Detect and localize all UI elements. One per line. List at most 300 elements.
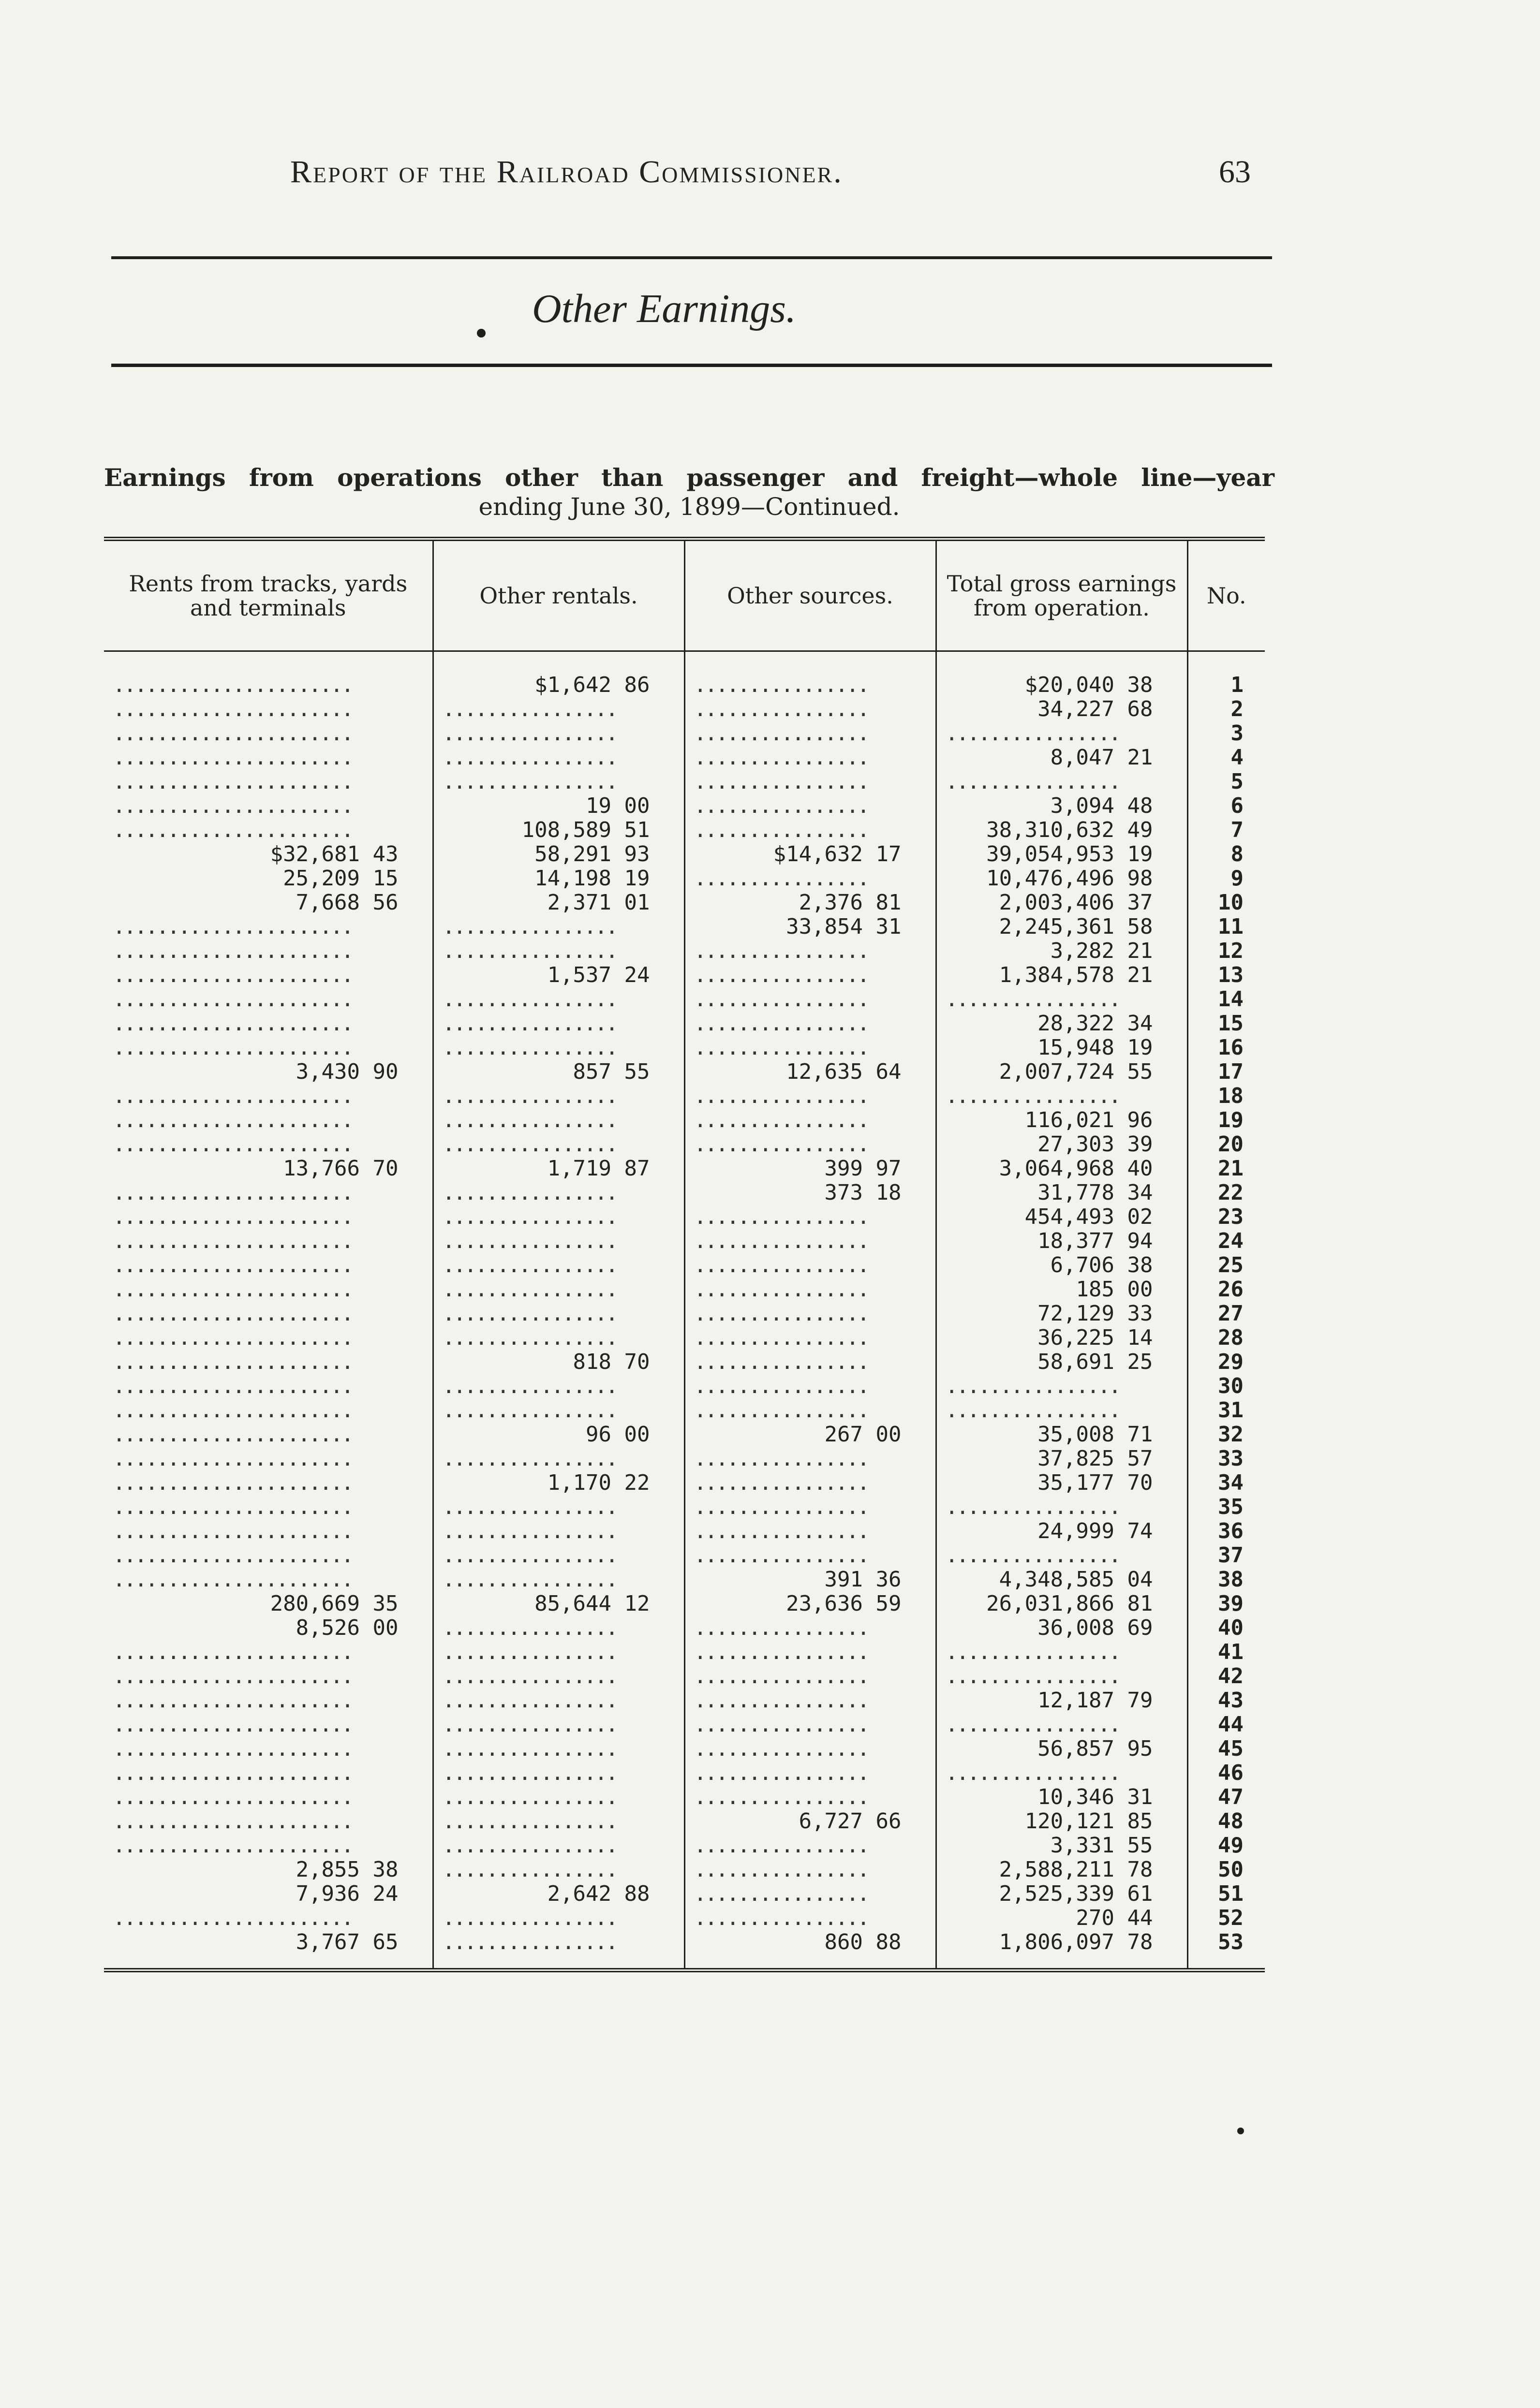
table-row — [104, 1689, 1265, 1713]
page-number: 63 — [1219, 154, 1251, 190]
table-body — [104, 651, 1265, 1970]
table-row — [104, 1036, 1265, 1060]
row-number: 21 — [1187, 1157, 1265, 1181]
section-title: Other Earnings. — [532, 286, 796, 331]
dot-leader: ................ — [684, 770, 936, 794]
dot-leader: ...................... — [113, 1084, 352, 1108]
rents-cell: 7,668 56 — [296, 891, 399, 915]
total-earnings-cell: 18,377 94 — [936, 1229, 1187, 1253]
dot-leader: ................ — [433, 1277, 684, 1302]
rents-cell: $32,681 43 — [270, 842, 399, 866]
dot-leader: ................ — [433, 721, 684, 746]
other-rentals-cell: 1,719 87 — [433, 1157, 684, 1181]
row-number: 22 — [1187, 1181, 1265, 1205]
caption-line-1: Earnings from operations other than passenger and freight—whole line—year — [104, 463, 1274, 492]
rents-cell: 2,855 38 — [296, 1858, 399, 1882]
total-earnings-cell: 56,857 95 — [936, 1737, 1187, 1761]
row-number: 43 — [1187, 1689, 1265, 1713]
dot-leader: ...................... — [113, 915, 352, 939]
dot-leader: ................ — [936, 1374, 1187, 1398]
header-rule — [111, 256, 1272, 259]
dot-leader: ................ — [936, 1398, 1187, 1423]
table-row — [104, 1906, 1265, 1930]
dot-leader: ................ — [936, 770, 1187, 794]
table-row — [104, 818, 1265, 842]
dot-leader: ................ — [433, 1737, 684, 1761]
dot-leader: ................ — [433, 1519, 684, 1543]
total-earnings-cell: 27,303 39 — [936, 1132, 1187, 1157]
dot-leader: ................ — [433, 1664, 684, 1689]
dot-leader: ................ — [936, 1495, 1187, 1519]
dot-leader: ................ — [433, 697, 684, 721]
dot-leader: ...................... — [113, 1302, 352, 1326]
dot-leader: ................ — [433, 1616, 684, 1640]
table-row — [104, 1519, 1265, 1543]
total-earnings-cell: 36,225 14 — [936, 1326, 1187, 1350]
total-earnings-cell: 2,007,724 55 — [936, 1060, 1187, 1084]
dot-leader: ...................... — [113, 1205, 352, 1229]
ink-speck — [1237, 2128, 1244, 2134]
dot-leader: ................ — [433, 1132, 684, 1157]
dot-leader: ...................... — [113, 1568, 352, 1592]
dot-leader: ................ — [684, 746, 936, 770]
row-number: 14 — [1187, 987, 1265, 1012]
dot-leader: ................ — [684, 1132, 936, 1157]
row-number: 39 — [1187, 1592, 1265, 1616]
dot-leader: ................ — [433, 1012, 684, 1036]
dot-leader: ................ — [433, 1205, 684, 1229]
rents-cell: 7,936 24 — [296, 1882, 399, 1906]
other-sources-cell: 391 36 — [684, 1568, 936, 1592]
total-earnings-cell: 8,047 21 — [936, 746, 1187, 770]
dot-leader: ...................... — [113, 1471, 352, 1495]
dot-leader: ...................... — [113, 1785, 352, 1809]
other-rentals-cell: 1,170 22 — [433, 1471, 684, 1495]
row-number: 45 — [1187, 1737, 1265, 1761]
dot-leader: ................ — [433, 1374, 684, 1398]
table-row — [104, 651, 1265, 698]
row-number: 8 — [1187, 842, 1265, 866]
dot-leader: ................ — [684, 1012, 936, 1036]
row-number: 29 — [1187, 1350, 1265, 1374]
dot-leader: ................ — [936, 1761, 1187, 1785]
total-earnings-cell: 6,706 38 — [936, 1253, 1187, 1277]
table-row — [104, 1640, 1265, 1664]
dot-leader: ...................... — [113, 1326, 352, 1350]
dot-leader: ...................... — [113, 1229, 352, 1253]
other-rentals-cell: 857 55 — [433, 1060, 684, 1084]
table-row — [104, 1543, 1265, 1568]
dot-leader: ................ — [433, 1930, 684, 1970]
row-number: 19 — [1187, 1108, 1265, 1132]
dot-leader: ................ — [433, 1108, 684, 1132]
dot-leader: ................ — [684, 1036, 936, 1060]
total-earnings-cell: 37,825 57 — [936, 1447, 1187, 1471]
other-sources-cell: 2,376 81 — [684, 891, 936, 915]
total-earnings-cell: 3,331 55 — [936, 1834, 1187, 1858]
dot-leader: ................ — [684, 1543, 936, 1568]
caption-line-2: ending June 30, 1899—Continued. — [478, 493, 900, 521]
earnings-table — [104, 537, 1265, 1972]
dot-leader: ................ — [684, 818, 936, 842]
row-number: 1 — [1187, 651, 1265, 698]
total-earnings-cell: 185 00 — [936, 1277, 1187, 1302]
dot-leader: ...................... — [113, 1447, 352, 1471]
table-row — [104, 1157, 1265, 1181]
other-sources-cell: 23,636 59 — [684, 1592, 936, 1616]
dot-leader: ................ — [684, 1326, 936, 1350]
row-number: 3 — [1187, 721, 1265, 746]
row-number: 32 — [1187, 1423, 1265, 1447]
total-earnings-cell: 120,121 85 — [936, 1809, 1187, 1834]
rents-cell: 25,209 15 — [283, 866, 399, 891]
total-earnings-cell: 72,129 33 — [936, 1302, 1187, 1326]
rents-cell: 280,669 35 — [270, 1592, 399, 1616]
table-row — [104, 1834, 1265, 1858]
dot-leader: ................ — [433, 1326, 684, 1350]
dot-leader: ................ — [433, 1253, 684, 1277]
table-row — [104, 1084, 1265, 1108]
table-row — [104, 1737, 1265, 1761]
row-number: 26 — [1187, 1277, 1265, 1302]
other-rentals-cell: 108,589 51 — [433, 818, 684, 842]
running-header-title: Report of the Railroad Commissioner. — [290, 154, 843, 190]
other-sources-cell: 399 97 — [684, 1157, 936, 1181]
dot-leader: ...................... — [113, 746, 352, 770]
dot-leader: ...................... — [113, 1761, 352, 1785]
total-earnings-cell: 270 44 — [936, 1906, 1187, 1930]
row-number: 34 — [1187, 1471, 1265, 1495]
total-earnings-cell: 36,008 69 — [936, 1616, 1187, 1640]
row-number: 13 — [1187, 963, 1265, 987]
dot-leader: ...................... — [113, 939, 352, 963]
other-rentals-cell: 818 70 — [433, 1350, 684, 1374]
total-earnings-cell: 454,493 02 — [936, 1205, 1187, 1229]
dot-leader: ................ — [684, 1205, 936, 1229]
dot-leader: ................ — [433, 1906, 684, 1930]
row-number: 31 — [1187, 1398, 1265, 1423]
other-rentals-cell: $1,642 86 — [433, 651, 684, 698]
row-number: 38 — [1187, 1568, 1265, 1592]
dot-leader: ................ — [684, 1882, 936, 1906]
dot-leader: ................ — [684, 1640, 936, 1664]
total-earnings-cell: 38,310,632 49 — [936, 818, 1187, 842]
dot-leader: ...................... — [113, 1640, 352, 1664]
table-row — [104, 1253, 1265, 1277]
row-number: 51 — [1187, 1882, 1265, 1906]
ink-speck — [477, 329, 486, 338]
dot-leader: ................ — [684, 1785, 936, 1809]
total-earnings-cell: 24,999 74 — [936, 1519, 1187, 1543]
total-earnings-cell: 58,691 25 — [936, 1350, 1187, 1374]
table-row — [104, 1930, 1265, 1970]
dot-leader: ................ — [936, 1664, 1187, 1689]
dot-leader: ................ — [433, 1447, 684, 1471]
row-number: 33 — [1187, 1447, 1265, 1471]
dot-leader: ................ — [433, 1689, 684, 1713]
dot-leader: ................ — [684, 1084, 936, 1108]
rents-cell: 13,766 70 — [283, 1157, 399, 1181]
row-number: 24 — [1187, 1229, 1265, 1253]
dot-leader: ...................... — [113, 1423, 352, 1447]
row-number: 9 — [1187, 866, 1265, 891]
other-rentals-cell: 96 00 — [433, 1423, 684, 1447]
row-number: 28 — [1187, 1326, 1265, 1350]
dot-leader: ................ — [433, 746, 684, 770]
dot-leader: ...................... — [113, 770, 352, 794]
row-number: 7 — [1187, 818, 1265, 842]
rents-cell: 3,767 65 — [296, 1930, 399, 1954]
rents-cell: 3,430 90 — [296, 1060, 399, 1084]
dot-leader: ................ — [684, 939, 936, 963]
table-row — [104, 1785, 1265, 1809]
table-row — [104, 1060, 1265, 1084]
dot-leader: ................ — [684, 1277, 936, 1302]
dot-leader: ................ — [936, 1084, 1187, 1108]
dot-leader: ................ — [684, 1737, 936, 1761]
dot-leader: ...................... — [113, 818, 352, 842]
row-number: 35 — [1187, 1495, 1265, 1519]
dot-leader: ...................... — [113, 1737, 352, 1761]
row-number: 10 — [1187, 891, 1265, 915]
total-earnings-cell: 26,031,866 81 — [936, 1592, 1187, 1616]
row-number: 48 — [1187, 1809, 1265, 1834]
table-row — [104, 1374, 1265, 1398]
other-sources-cell: 12,635 64 — [684, 1060, 936, 1084]
row-number: 30 — [1187, 1374, 1265, 1398]
table-row — [104, 1398, 1265, 1423]
table-row — [104, 1326, 1265, 1350]
dot-leader: ................ — [684, 1350, 936, 1374]
dot-leader: ................ — [433, 1229, 684, 1253]
dot-leader: ...................... — [113, 1906, 352, 1930]
total-earnings-cell: 2,003,406 37 — [936, 891, 1187, 915]
table-row — [104, 1713, 1265, 1737]
col-header-rents: Rents from tracks, yards and terminals — [104, 539, 433, 651]
other-rentals-cell: 85,644 12 — [433, 1592, 684, 1616]
dot-leader: ................ — [684, 1398, 936, 1423]
table-row — [104, 963, 1265, 987]
table-row — [104, 1423, 1265, 1447]
dot-leader: ...................... — [113, 1108, 352, 1132]
dot-leader: ................ — [936, 1543, 1187, 1568]
dot-leader: ................ — [433, 1036, 684, 1060]
dot-leader: ...................... — [113, 963, 352, 987]
total-earnings-cell: 12,187 79 — [936, 1689, 1187, 1713]
dot-leader: ................ — [684, 794, 936, 818]
dot-leader: ...................... — [113, 1277, 352, 1302]
total-earnings-cell: 2,525,339 61 — [936, 1882, 1187, 1906]
table-row — [104, 1882, 1265, 1906]
dot-leader: ................ — [433, 915, 684, 939]
row-number: 44 — [1187, 1713, 1265, 1737]
table-row — [104, 697, 1265, 721]
row-number: 15 — [1187, 1012, 1265, 1036]
dot-leader: ...................... — [113, 1132, 352, 1157]
dot-leader: ................ — [684, 1858, 936, 1882]
dot-leader: ................ — [684, 1689, 936, 1713]
total-earnings-cell: 1,384,578 21 — [936, 963, 1187, 987]
table-row — [104, 891, 1265, 915]
table-header-row — [104, 539, 1265, 651]
table-row — [104, 1205, 1265, 1229]
row-number: 41 — [1187, 1640, 1265, 1664]
table-row — [104, 794, 1265, 818]
other-sources-cell: 860 88 — [684, 1930, 936, 1970]
table-row — [104, 1181, 1265, 1205]
dot-leader: ...................... — [113, 697, 352, 721]
table-row — [104, 1616, 1265, 1640]
dot-leader: ................ — [684, 1229, 936, 1253]
dot-leader: ................ — [433, 1809, 684, 1834]
table-row — [104, 1447, 1265, 1471]
rents-cell: 8,526 00 — [296, 1616, 399, 1640]
row-number: 12 — [1187, 939, 1265, 963]
dot-leader: ................ — [433, 1858, 684, 1882]
table-row — [104, 746, 1265, 770]
dot-leader: ...................... — [113, 1664, 352, 1689]
table-row — [104, 721, 1265, 746]
other-rentals-cell: 14,198 19 — [433, 866, 684, 891]
row-number: 25 — [1187, 1253, 1265, 1277]
dot-leader: ...................... — [113, 1012, 352, 1036]
row-number: 2 — [1187, 697, 1265, 721]
table-row — [104, 1761, 1265, 1785]
row-number: 23 — [1187, 1205, 1265, 1229]
dot-leader: ................ — [684, 987, 936, 1012]
table-caption — [104, 463, 1274, 521]
total-earnings-cell: 3,094 48 — [936, 794, 1187, 818]
dot-leader: ...................... — [113, 1834, 352, 1858]
dot-leader: ................ — [684, 1761, 936, 1785]
table-row — [104, 1350, 1265, 1374]
dot-leader: ................ — [433, 1398, 684, 1423]
row-number: 46 — [1187, 1761, 1265, 1785]
dot-leader: ................ — [433, 1640, 684, 1664]
total-earnings-cell: 10,476,496 98 — [936, 866, 1187, 891]
row-number: 50 — [1187, 1858, 1265, 1882]
table-row — [104, 1858, 1265, 1882]
dot-leader: ...................... — [113, 1809, 352, 1834]
total-earnings-cell: 2,245,361 58 — [936, 915, 1187, 939]
other-rentals-cell: 1,537 24 — [433, 963, 684, 987]
table-row — [104, 770, 1265, 794]
table-row — [104, 1568, 1265, 1592]
total-earnings-cell: 31,778 34 — [936, 1181, 1187, 1205]
table-row — [104, 987, 1265, 1012]
total-earnings-cell: 10,346 31 — [936, 1785, 1187, 1809]
col-header-total: Total gross earnings from operation. — [936, 539, 1187, 651]
total-earnings-cell: 39,054,953 19 — [936, 842, 1187, 866]
table-row — [104, 915, 1265, 939]
total-earnings-cell: 116,021 96 — [936, 1108, 1187, 1132]
dot-leader: ................ — [433, 1302, 684, 1326]
dot-leader: ...................... — [113, 673, 352, 697]
total-earnings-cell: $20,040 38 — [936, 651, 1187, 698]
table-row — [104, 842, 1265, 866]
row-number: 20 — [1187, 1132, 1265, 1157]
total-earnings-cell: 3,282 21 — [936, 939, 1187, 963]
total-earnings-cell: 4,348,585 04 — [936, 1568, 1187, 1592]
dot-leader: ...................... — [113, 1713, 352, 1737]
dot-leader: ...................... — [113, 1689, 352, 1713]
dot-leader: ................ — [936, 1640, 1187, 1664]
dot-leader: ................ — [433, 1761, 684, 1785]
other-sources-cell: 33,854 31 — [684, 915, 936, 939]
dot-leader: ................ — [684, 1664, 936, 1689]
other-rentals-cell: 2,642 88 — [433, 1882, 684, 1906]
total-earnings-cell: 3,064,968 40 — [936, 1157, 1187, 1181]
other-rentals-cell: 19 00 — [433, 794, 684, 818]
total-earnings-cell: 1,806,097 78 — [936, 1930, 1187, 1970]
total-earnings-cell: 15,948 19 — [936, 1036, 1187, 1060]
col-header-other-sources: Other sources. — [684, 539, 936, 651]
table-row — [104, 1664, 1265, 1689]
dot-leader: ................ — [433, 1084, 684, 1108]
dot-leader: ................ — [433, 1834, 684, 1858]
dot-leader: ................ — [684, 866, 936, 891]
dot-leader: ...................... — [113, 1036, 352, 1060]
table-row — [104, 1108, 1265, 1132]
dot-leader: ................ — [684, 1495, 936, 1519]
table-row — [104, 1277, 1265, 1302]
dot-leader: ...................... — [113, 1543, 352, 1568]
col-header-no: No. — [1187, 539, 1265, 651]
dot-leader: ................ — [936, 987, 1187, 1012]
dot-leader: ...................... — [113, 1350, 352, 1374]
total-earnings-cell: 35,177 70 — [936, 1471, 1187, 1495]
total-earnings-cell: 28,322 34 — [936, 1012, 1187, 1036]
dot-leader: ................ — [684, 1713, 936, 1737]
dot-leader: ................ — [684, 1834, 936, 1858]
dot-leader: ...................... — [113, 987, 352, 1012]
dot-leader: ................ — [684, 1253, 936, 1277]
table-row — [104, 1809, 1265, 1834]
other-rentals-cell: 58,291 93 — [433, 842, 684, 866]
table-row — [104, 1229, 1265, 1253]
other-sources-cell: 6,727 66 — [684, 1809, 936, 1834]
table-row — [104, 1471, 1265, 1495]
dot-leader: ................ — [684, 1374, 936, 1398]
dot-leader: ...................... — [113, 1253, 352, 1277]
dot-leader: ................ — [936, 1713, 1187, 1737]
dot-leader: ...................... — [113, 1374, 352, 1398]
total-earnings-cell: 34,227 68 — [936, 697, 1187, 721]
dot-leader: ................ — [684, 1447, 936, 1471]
dot-leader: ................ — [684, 697, 936, 721]
row-number: 5 — [1187, 770, 1265, 794]
dot-leader: ...................... — [113, 1519, 352, 1543]
row-number: 4 — [1187, 746, 1265, 770]
section-rule — [111, 364, 1272, 367]
row-number: 11 — [1187, 915, 1265, 939]
dot-leader: ................ — [433, 1495, 684, 1519]
dot-leader: ................ — [936, 721, 1187, 746]
dot-leader: ...................... — [113, 1398, 352, 1423]
table-row — [104, 1495, 1265, 1519]
dot-leader: ................ — [433, 770, 684, 794]
row-number: 52 — [1187, 1906, 1265, 1930]
row-number: 42 — [1187, 1664, 1265, 1689]
dot-leader: ................ — [433, 1785, 684, 1809]
dot-leader: ................ — [684, 1519, 936, 1543]
table-row — [104, 866, 1265, 891]
row-number: 6 — [1187, 794, 1265, 818]
table-row — [104, 939, 1265, 963]
dot-leader: ...................... — [113, 1181, 352, 1205]
dot-leader: ................ — [684, 1108, 936, 1132]
dot-leader: ...................... — [113, 1495, 352, 1519]
